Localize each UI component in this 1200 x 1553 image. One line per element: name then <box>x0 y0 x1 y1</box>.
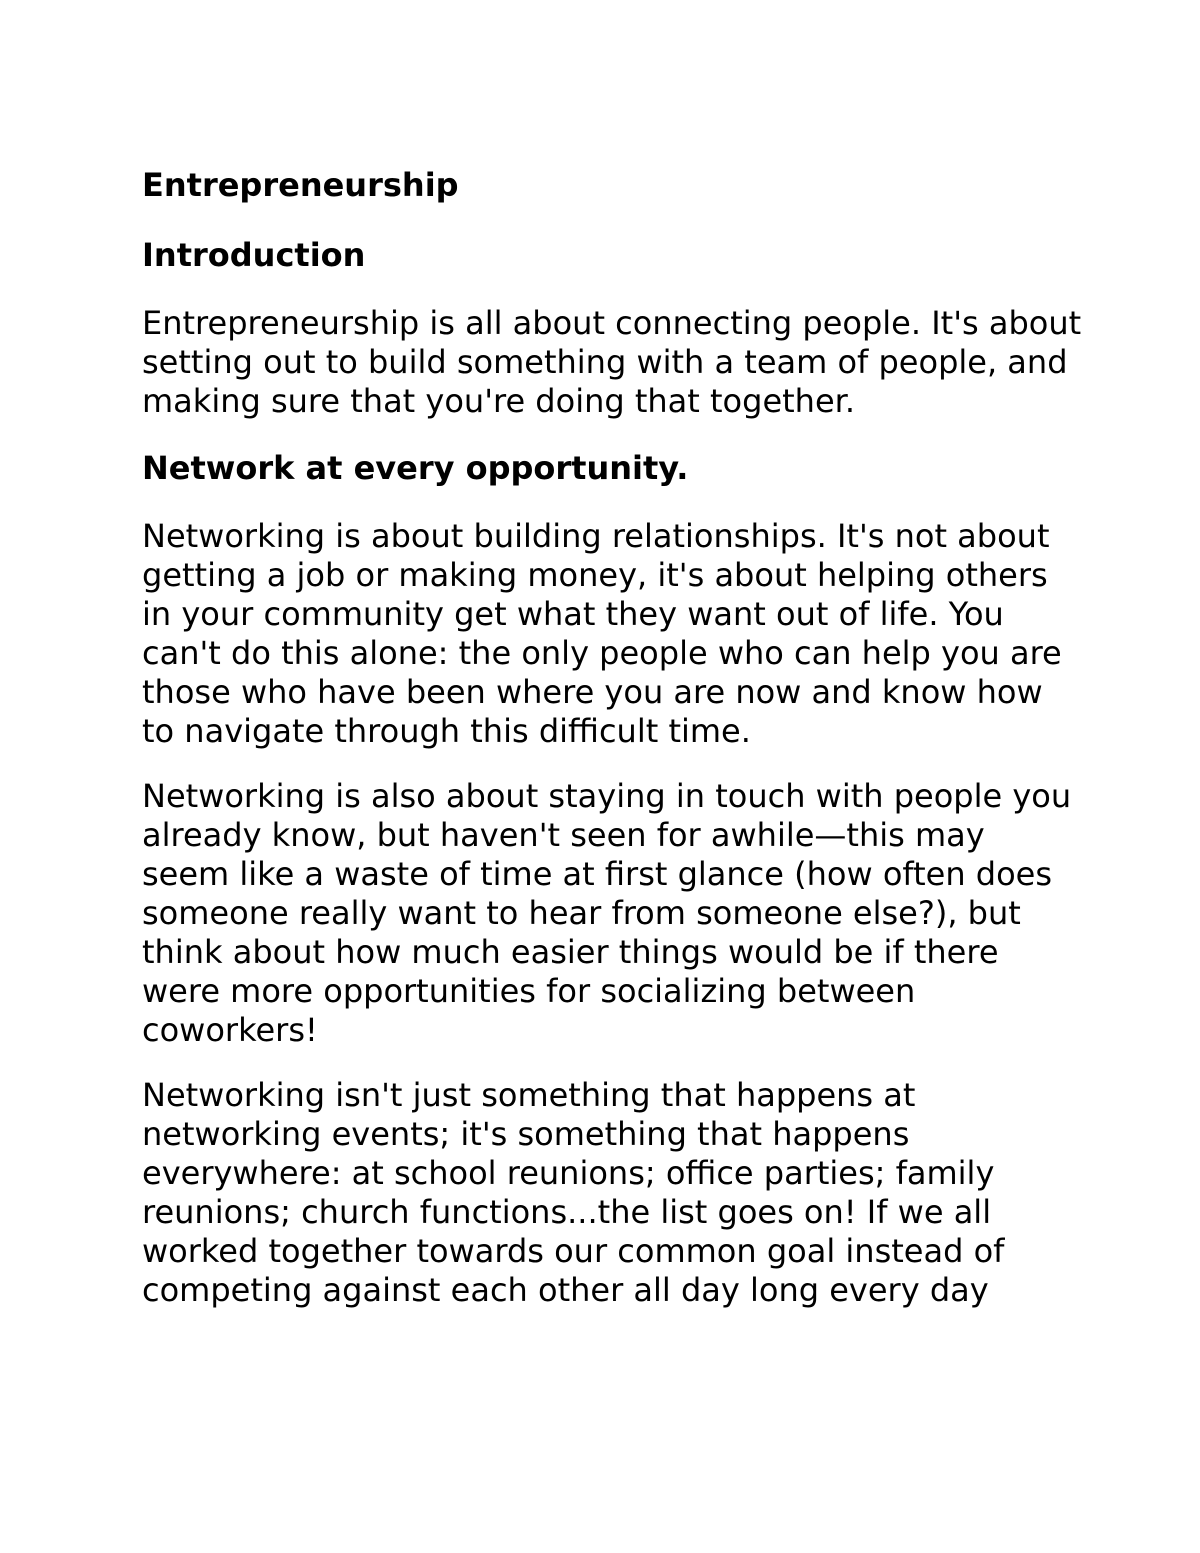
document-body <box>142 164 1082 1336</box>
paragraph-network-1: Networking is about building relationships. It's not about getting a job or making money, it's about helping others in your community get what they want out of life. You can't do this alone: the only people who can help you are those who have been where you are now and know how to navigate through this difficult time. <box>142 517 1062 750</box>
paragraph-network-2: Networking is also about staying in touch with people you already know, but haven't seen for awhile—this may seem like a waste of time at first glance (how often does someone really want to hear from someone else?), but think about how much easier things would be if there were more opportunities for socializing between coworkers! <box>142 777 1072 1049</box>
section-heading-network: Network at every opportunity. <box>142 449 689 487</box>
paragraph-introduction: Entrepreneurship is all about connecting people. It's about setting out to build something with a team of people, and making sure that you're doing that together. <box>142 304 1082 420</box>
paragraph-network-3: Networking isn't just something that happens at networking events; it's something that happens everywhere: at school reunions; office parties; family reunions; church functions...the list goes on! If we all worked together towards our common goal instead of competing against each other all day long every day <box>142 1076 1005 1309</box>
document-title: Entrepreneurship <box>142 166 459 204</box>
section-heading-introduction: Introduction <box>142 236 366 274</box>
